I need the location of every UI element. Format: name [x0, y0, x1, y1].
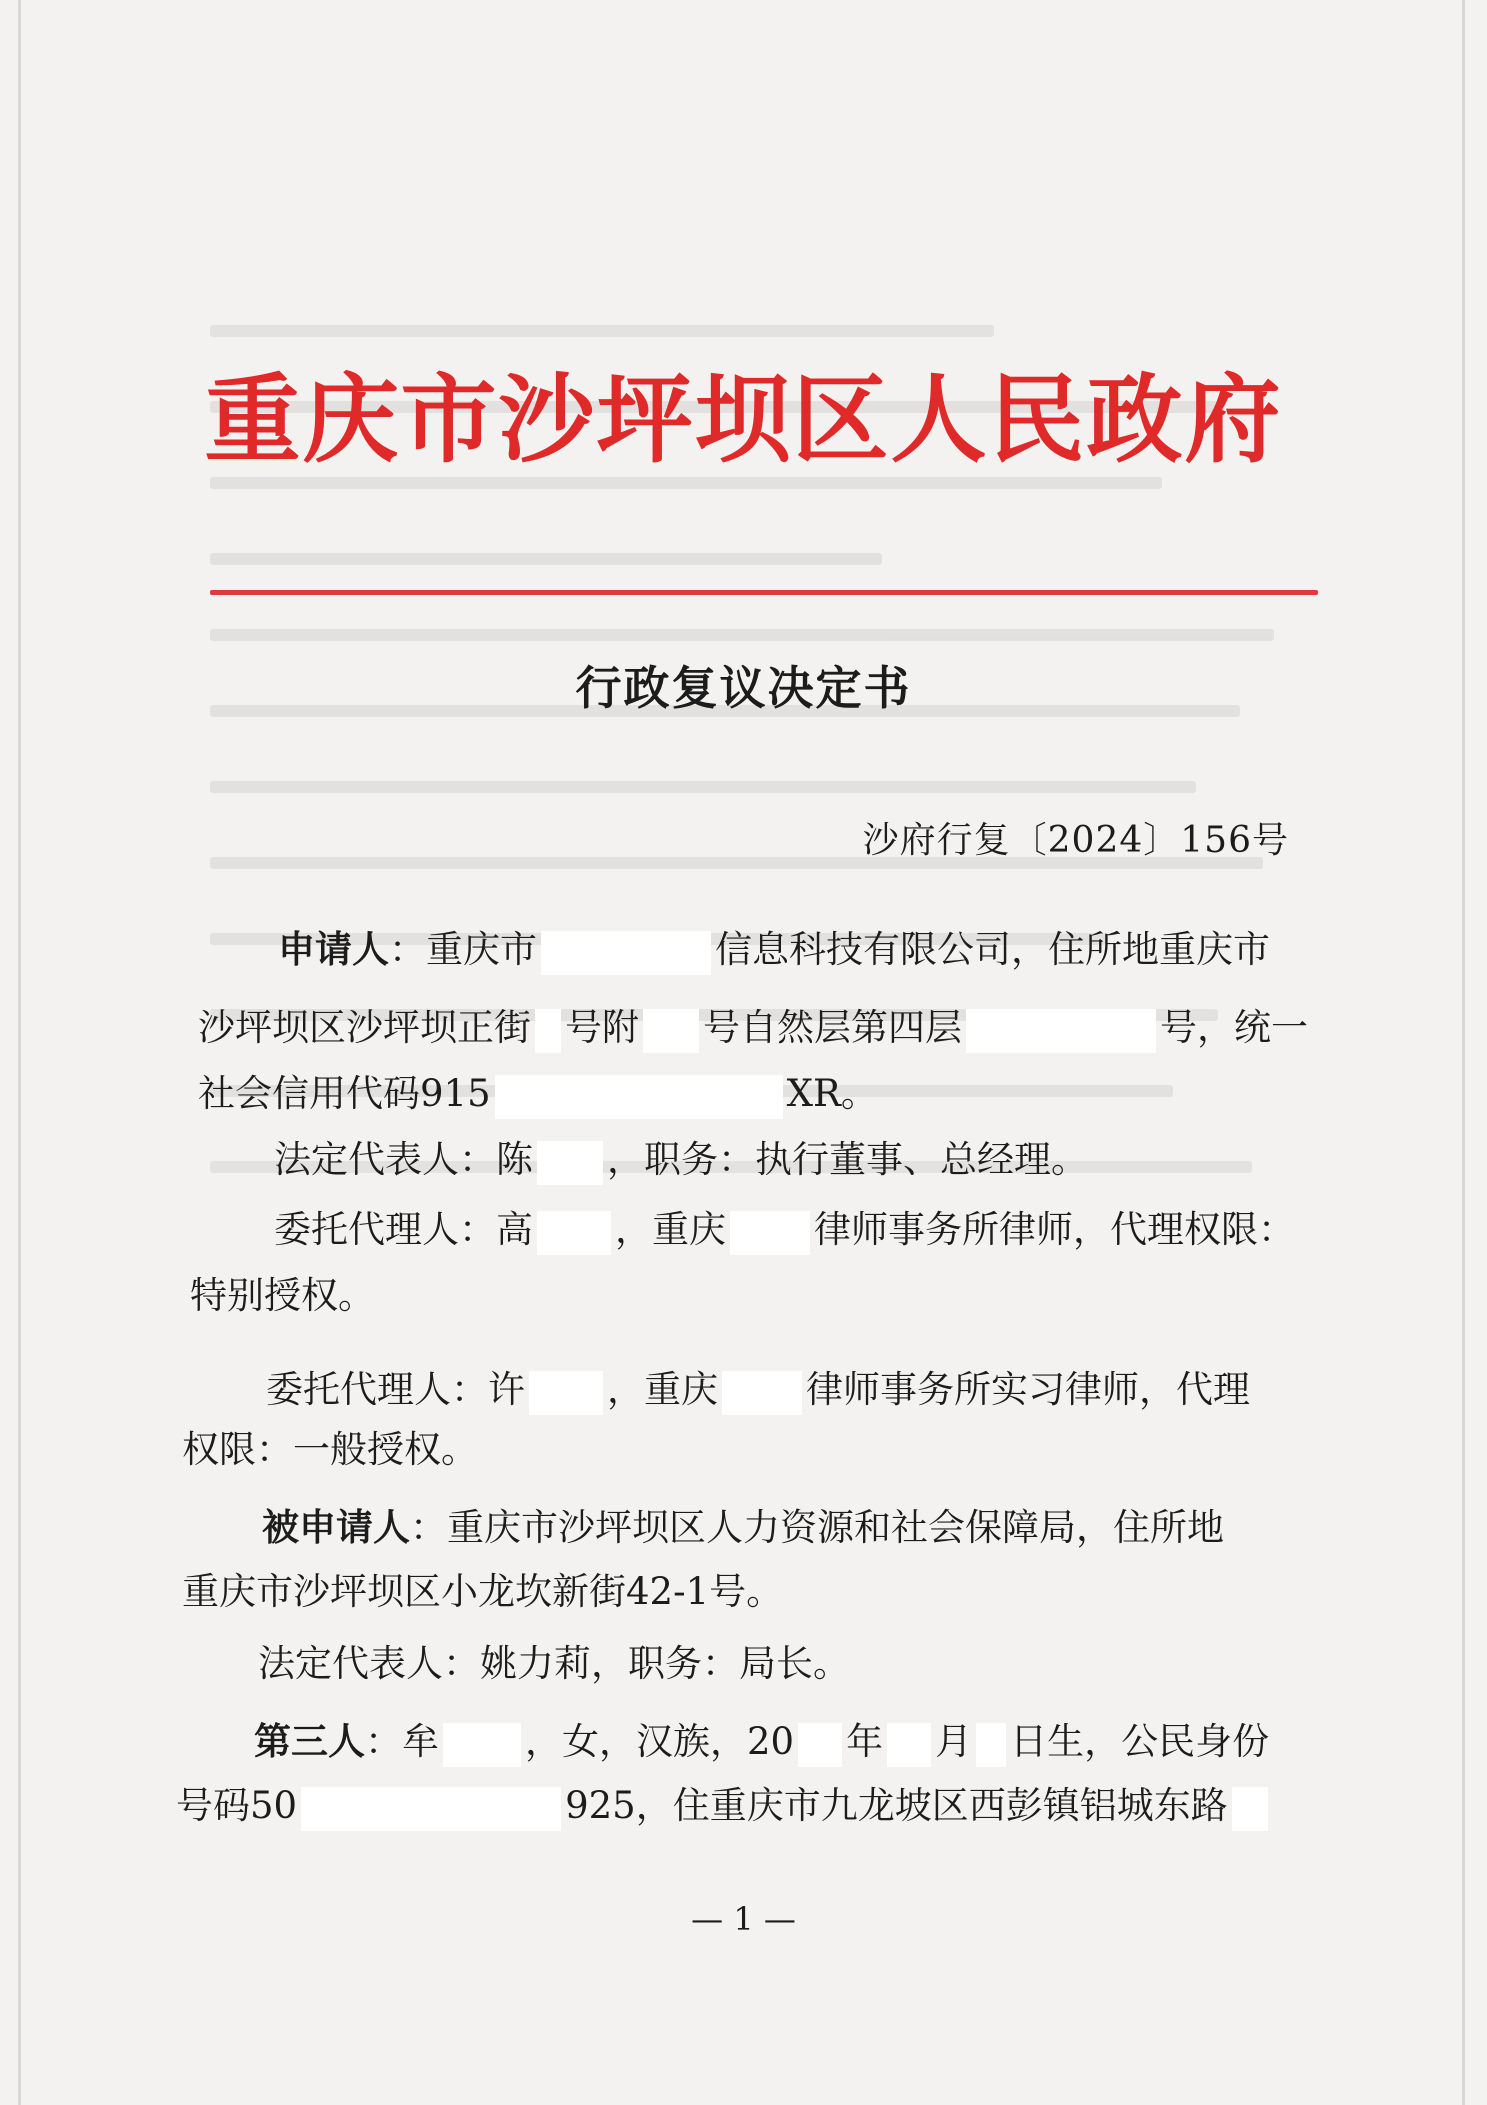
agent-2-line-2: 权限：一般授权。: [182, 1428, 478, 1471]
redaction: [541, 931, 711, 975]
page-number: — 1 —: [691, 1900, 796, 1938]
redaction: [537, 1211, 611, 1255]
redaction: [301, 1787, 561, 1831]
third-party-line-1: 第三人：牟 ，女，汉族，20 年 月 日生，公民身份: [254, 1720, 1269, 1767]
respondent-label: 被申请人: [262, 1506, 410, 1549]
redaction: [887, 1723, 931, 1767]
third-party-label: 第三人: [254, 1720, 365, 1763]
redaction: [535, 1009, 561, 1053]
redaction: [1232, 1787, 1268, 1831]
redaction: [976, 1723, 1006, 1767]
redaction: [529, 1371, 603, 1415]
redaction: [495, 1075, 783, 1119]
redaction: [443, 1723, 521, 1767]
document-number: 沙府行复〔2024〕156号: [862, 820, 1289, 861]
third-party-line-2: 号码50 925，住重庆市九龙坡区西彭镇铝城东路: [176, 1784, 1272, 1831]
page-edge-left: [18, 0, 21, 2105]
respondent-line-2: 重庆市沙坪坝区小龙坎新街42-1号。: [182, 1570, 784, 1613]
redaction: [722, 1371, 802, 1415]
red-separator-rule: [210, 590, 1318, 595]
applicant-line-1: 申请人：重庆市 信息科技有限公司，住所地重庆市: [278, 928, 1270, 975]
agent-2-line-1: 委托代理人：许 ，重庆 律师事务所实习律师，代理: [266, 1368, 1250, 1415]
redaction: [537, 1141, 603, 1185]
redaction: [643, 1009, 699, 1053]
legal-rep-line: 法定代表人：陈 ，职务：执行董事、总经理。: [274, 1138, 1088, 1185]
agent-1-line-2: 特别授权。: [190, 1274, 375, 1317]
agent-1-line-1: 委托代理人：高 ，重庆 律师事务所律师，代理权限：: [274, 1208, 1295, 1255]
issuer-masthead: 重庆市沙坪坝区人民政府: [204, 364, 1283, 476]
redaction: [966, 1009, 1156, 1053]
applicant-label: 申请人: [278, 928, 389, 971]
respondent-line-1: 被申请人：重庆市沙坪坝区人力资源和社会保障局，住所地: [262, 1506, 1224, 1549]
redaction: [730, 1211, 810, 1255]
page-edge-right: [1462, 0, 1465, 2105]
respondent-legal-rep-line: 法定代表人：姚力莉，职务：局长。: [258, 1642, 850, 1685]
document-title: 行政复议决定书: [575, 661, 912, 715]
applicant-line-3: 社会信用代码915 XR。: [198, 1072, 878, 1119]
redaction: [798, 1723, 842, 1767]
applicant-line-2: 沙坪坝区沙坪坝正街 号附 号自然层第四层 号，统一: [198, 1006, 1308, 1053]
